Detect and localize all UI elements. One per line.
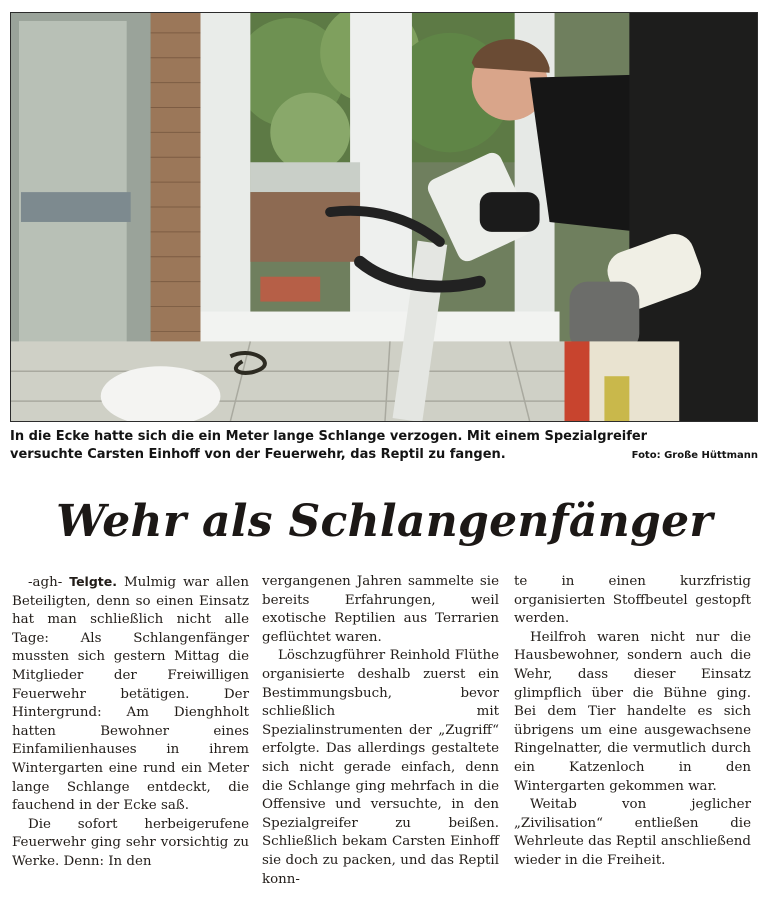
photo-illustration <box>11 13 757 421</box>
article-paragraph: vergangenen Jahren sammelte sie bereits Erfahrungen, weil exotische Reptilien aus Terrarien geflüchtet waren. <box>262 574 499 645</box>
article-paragraph: Weitab von jeglicher „Zivilisation“ entließen die Wehrleute das Reptil anschließend wieder in die Freiheit. <box>514 797 751 868</box>
byline-dateline <box>28 575 117 590</box>
photo-caption <box>10 428 758 464</box>
byline: -agh- <box>28 575 63 590</box>
article-column-2 <box>262 573 499 889</box>
caption-line-2-text: versuchte Carsten Einhoff von der Feuerwehr, das Reptil zu fangen. <box>10 447 506 462</box>
article-paragraph: Heilfroh waren nicht nur die Hausbewohner, sondern auch die Wehr, dass dieser Einsatz glimpflich über die Bühne ging. Bei dem Tier handelte es sich übrigens um eine ausgewachsene Ringelnatter, die vermutlich durch ein Katzenloch in den Wintergarten gekommen war. <box>514 629 751 794</box>
news-photo <box>10 12 758 422</box>
dateline: Telgte. <box>69 574 117 589</box>
photo-credit: Foto: Große Hüttmann <box>631 450 758 461</box>
article-paragraph <box>12 573 249 816</box>
article-paragraph: Die sofort herbeigerufene Feuerwehr ging sehr vorsichtig zu Werke. Denn: In den <box>12 816 249 869</box>
article-headline: Wehr als Schlangenfänger <box>56 496 713 547</box>
caption-line-2 <box>10 446 758 464</box>
article-paragraph: te in einen kurzfristig organisierten Stoffbeutel gestopft werden. <box>514 574 751 627</box>
paragraph-text: Mulmig war allen Beteiligten, denn so einen Einsatz hat man schließlich nicht alle Tage: Als Schlangenfänger mussten sich gestern Mittag die Mitglieder der Freiwilligen Feuerwehr betätigen. Der Hintergrund: Am Dienghholt hatten Bewohner eines Einfamilienhauses in ihrem Wintergarten eine rund ein Meter lange Schlange entdeckt, die fauchend in der Ecke saß. <box>12 575 249 814</box>
article-paragraph: Löschzugführer Reinhold Flüthe organisierte deshalb zuerst ein Bestimmungsbuch, bevor schließlich mit Spezialinstrumenten der „Zugriff“ erfolgte. Das allerdings gestaltete sich nicht gerade einfach, denn die Schlange ging mehrfach in die Offensive und versuchte, in den Spezialgreifer zu beißen. Schließlich bekam Carsten Einhoff sie doch zu packen, und das Reptil konn- <box>262 648 499 887</box>
article-column-3 <box>514 573 751 871</box>
caption-line-1: In die Ecke hatte sich die ein Meter lange Schlange verzogen. Mit einem Spezialgreifer <box>10 429 648 444</box>
article-column-1 <box>12 573 249 872</box>
